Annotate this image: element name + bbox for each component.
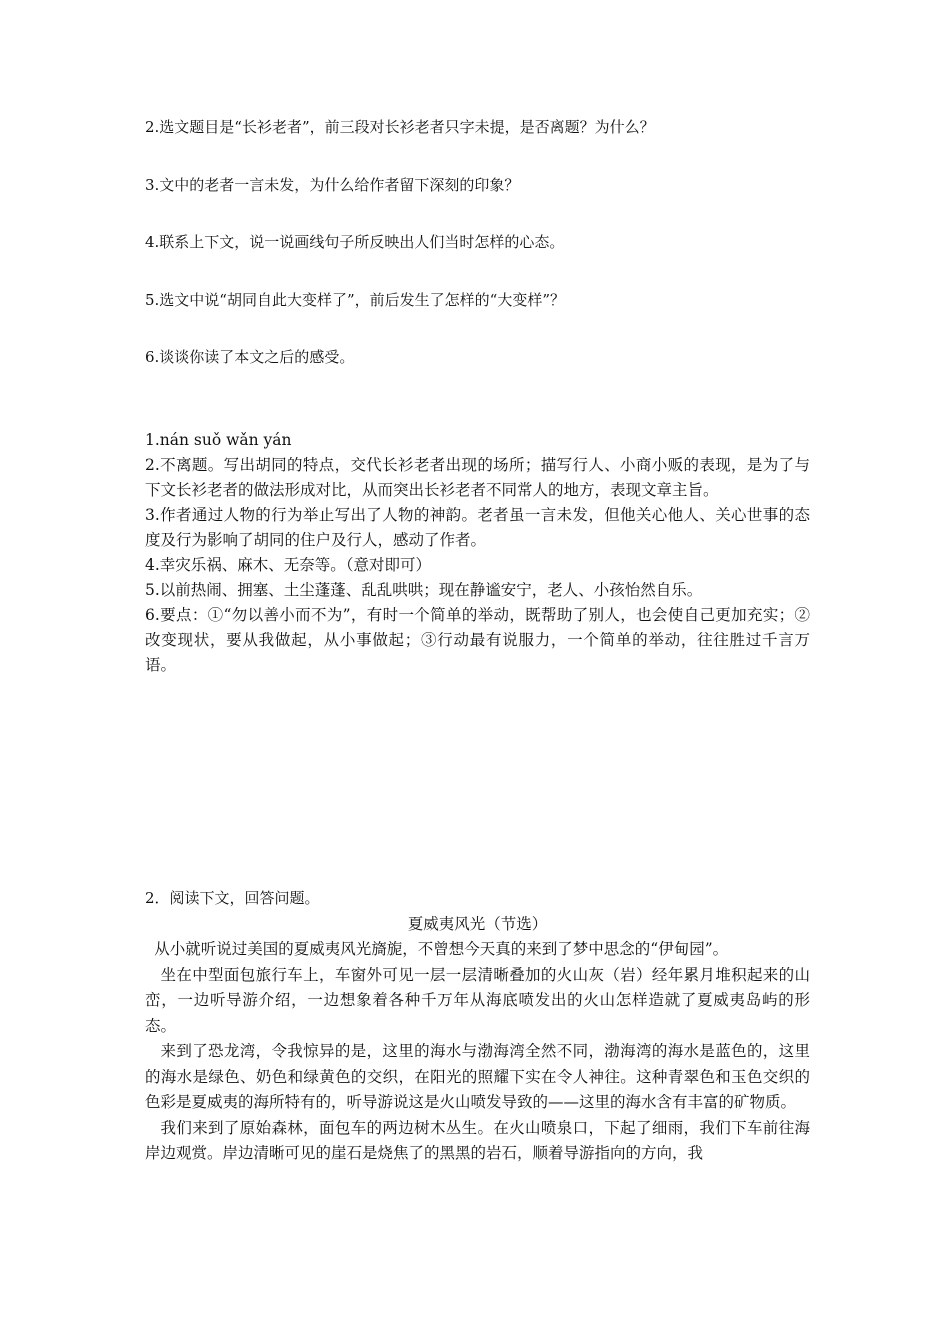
article-title: 夏威夷风光（节选） [407,914,548,933]
answer-6: 6.要点：①“勿以善小而不为”，有时一个简单的举动，既帮助了别人，也会使自己更加充实；②改变现状，要从我做起，从小事做起；③行动最有说服力，一个简单的举动，往往胜过千言万语。 [145,606,810,674]
article-paragraph: 我们来到了原始森林，面包车的两边树木丛生。在火山喷泉口，下起了细雨，我们下车前往海岸边观赏。岸边清晰可见的崖石是烧焦了的黑黑的岩石，顺着导游指向的方向，我 [145,1118,810,1162]
answer-5: 5.以前热闹、拥塞、土尘蓬蓬、乱乱哄哄；现在静谧安宁，老人、小孩怡然自乐。 [145,581,703,599]
question-4: 4.联系上下文，说一说画线句子所反映出人们当时怎样的心态。 [145,233,565,251]
answer-key [145,428,810,678]
answer-4: 4.幸灾乐祸、麻木、无奈等。（意对即可） [145,556,432,574]
question-6: 6.谈谈你读了本文之后的感受。 [145,348,355,366]
article-paragraph: 坐在中型面包旅行车上，车窗外可见一层一层清晰叠加的火山灰（岩）经年累月堆积起来的山峦，一边听导游介绍，一边想象着各种千万年从海底喷发出的火山怎样造就了夏威夷岛屿的形态。 [145,965,810,1035]
section-heading: 2．阅读下文，回答问题。 [145,889,320,907]
answer-3: 3.作者通过人物的行为举止写出了人物的神韵。老者虽一言未发，但他关心他人、关心世事的态度及行为影响了胡同的住户及行人，感动了作者。 [145,506,810,549]
article-paragraph: 从小就听说过美国的夏威夷风光旖旎，不曾想今天真的来到了梦中思念的“伊甸园”。 [154,940,729,958]
answer-2: 2.不离题。写出胡同的特点，交代长衫老者出现的场所；描写行人、小商小贩的表现，是为了与下文长衫老者的做法形成对比，从而突出长衫老者不同常人的地方，表现文章主旨。 [145,456,810,499]
question-2: 2.选文题目是“长衫老者”，前三段对长衫老者只字未提，是否离题？为什么？ [145,118,655,136]
reading-section-2 [145,886,810,1167]
answer-1: 1.nán suǒ wǎn yán [145,431,292,449]
article-paragraph: 来到了恐龙湾，令我惊异的是，这里的海水与渤海湾全然不同，渤海湾的海水是蓝色的，这里的海水是绿色、奶色和绿黄色的交织，在阳光的照耀下实在令人神往。这种青翠色和玉色交织的色彩是夏威夷的海所特有的，听导游说这是火山喷发导致的——这里的海水含有丰富的矿物质。 [145,1042,810,1111]
question-3: 3.文中的老者一言未发，为什么给作者留下深刻的印象？ [145,176,520,194]
question-5: 5.选文中说“胡同自此大变样了”，前后发生了怎样的“大变样”？ [145,291,565,309]
